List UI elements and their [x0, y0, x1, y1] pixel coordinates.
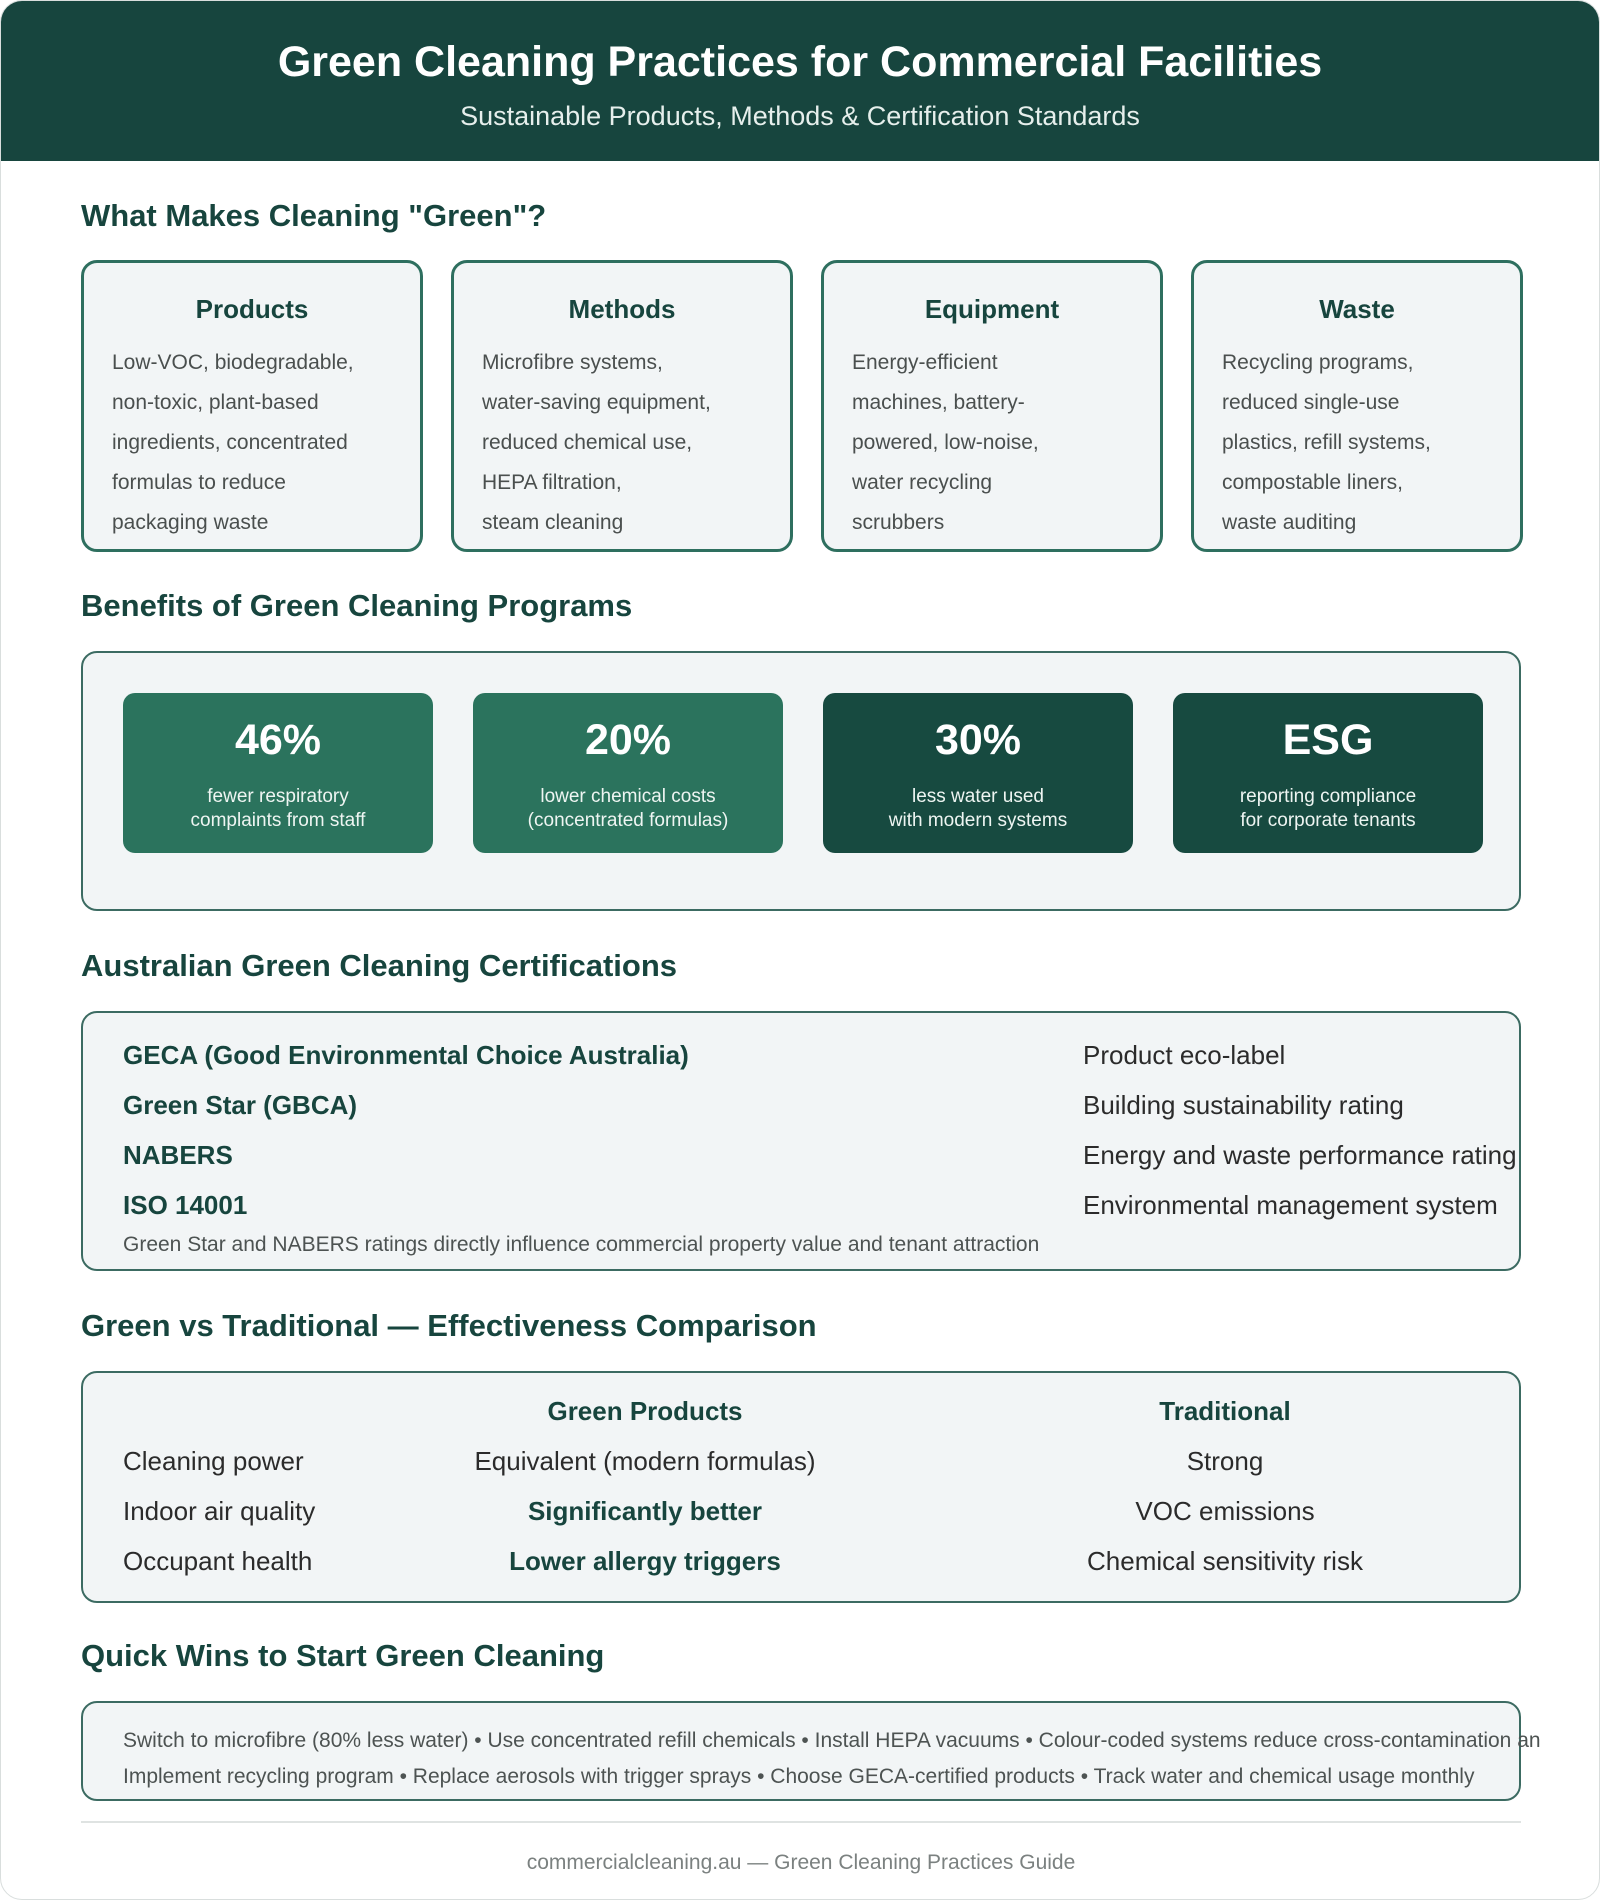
comparison-panel [81, 1371, 1521, 1603]
page-title: Green Cleaning Practices for Commercial Facilities [277, 38, 1323, 86]
column-header-traditional: Traditional [1159, 1396, 1291, 1426]
card-title: Equipment [924, 294, 1060, 324]
green-value: Significantly better [527, 1496, 763, 1526]
footer-divider [81, 1821, 1521, 1823]
card-products [81, 260, 423, 552]
green-value: Lower allergy triggers [509, 1546, 781, 1576]
card-equipment [821, 260, 1163, 552]
row-label: Occupant health [123, 1546, 313, 1576]
section-title-comparison: Green vs Traditional — Effectiveness Comparison [81, 1308, 817, 1343]
cert-desc: Product eco-label [1083, 1040, 1286, 1070]
stat-label: lower chemical costs (concentrated formulas) [527, 786, 729, 831]
benefits-panel [81, 651, 1521, 911]
footer-text: commercialcleaning.au — Green Cleaning Practices Guide [526, 1851, 1076, 1874]
cert-name: NABERS [123, 1140, 233, 1170]
section-title-what-makes-green: What Makes Cleaning "Green"? [81, 198, 547, 233]
stat-value: 46% [234, 716, 322, 764]
card-title: Methods [568, 294, 676, 324]
section-title-certifications: Australian Green Cleaning Certifications [81, 948, 678, 983]
stat-esg [1173, 693, 1483, 853]
header-banner [1, 1, 1599, 161]
cert-row-iso [123, 1187, 1523, 1237]
card-text: Energy-efficient machines, battery- powered, low-noise, water recycling scrubbers [852, 351, 1039, 534]
cert-name: ISO 14001 [123, 1190, 248, 1220]
card-methods [451, 260, 793, 552]
cert-row-green-star [123, 1087, 1523, 1137]
green-criteria-cards [81, 260, 1521, 552]
green-value: Equivalent (modern formulas) [474, 1446, 816, 1476]
page-subtitle: Sustainable Products, Methods & Certification Standards [460, 101, 1140, 131]
stat-chemical-costs [473, 693, 783, 853]
stat-value: 30% [934, 716, 1022, 764]
card-text: Microfibre systems, water-saving equipment, reduced chemical use, HEPA filtration, steam cleaning [482, 351, 711, 534]
stat-label: reporting compliance for corporate tenants [1239, 786, 1417, 831]
section-title-quick-wins: Quick Wins to Start Green Cleaning [81, 1638, 605, 1673]
quick-wins-line: Switch to microfibre (80% less water) • Use concentrated refill chemicals • Install HEPA vacuums • Colour-coded systems reduce cross-contamination an [123, 1729, 1541, 1752]
traditional-value: Chemical sensitivity risk [1087, 1546, 1363, 1576]
quick-wins-line: Implement recycling program • Replace aerosols with trigger sprays • Choose GECA-certified products • Track water and chemical usage monthly [123, 1765, 1475, 1788]
stat-label: less water used with modern systems [888, 786, 1068, 831]
stat-respiratory [123, 693, 433, 853]
row-label: Indoor air quality [123, 1496, 316, 1526]
column-header-green: Green Products [547, 1396, 743, 1426]
card-text: Low-VOC, biodegradable, non-toxic, plant-based ingredients, concentrated formulas to reduce packaging waste [112, 351, 354, 534]
stat-value: ESG [1282, 716, 1374, 764]
cert-row-nabers [123, 1137, 1523, 1187]
card-text: Recycling programs, reduced single-use plastics, refill systems, compostable liners, waste auditing [1222, 351, 1431, 534]
section-title-benefits: Benefits of Green Cleaning Programs [81, 588, 633, 623]
cert-name: GECA (Good Environmental Choice Australia) [123, 1040, 689, 1070]
card-waste [1191, 260, 1523, 552]
cert-desc: Energy and waste performance rating [1083, 1140, 1517, 1170]
row-label: Cleaning power [123, 1446, 304, 1476]
card-title: Products [195, 294, 309, 324]
cert-row-geca [123, 1037, 1523, 1087]
traditional-value: VOC emissions [1135, 1496, 1315, 1526]
quick-wins-panel [81, 1701, 1541, 1801]
stat-label: fewer respiratory complaints from staff [190, 786, 366, 831]
stat-value: 20% [584, 716, 672, 764]
cert-note: Green Star and NABERS ratings directly influence commercial property value and tenant attraction [123, 1233, 1040, 1256]
certifications-panel [81, 1011, 1521, 1271]
cert-desc: Environmental management system [1083, 1190, 1498, 1220]
stat-water [823, 693, 1133, 853]
traditional-value: Strong [1186, 1446, 1264, 1476]
cert-desc: Building sustainability rating [1083, 1090, 1404, 1120]
cert-name: Green Star (GBCA) [123, 1090, 358, 1120]
card-title: Waste [1319, 294, 1395, 324]
